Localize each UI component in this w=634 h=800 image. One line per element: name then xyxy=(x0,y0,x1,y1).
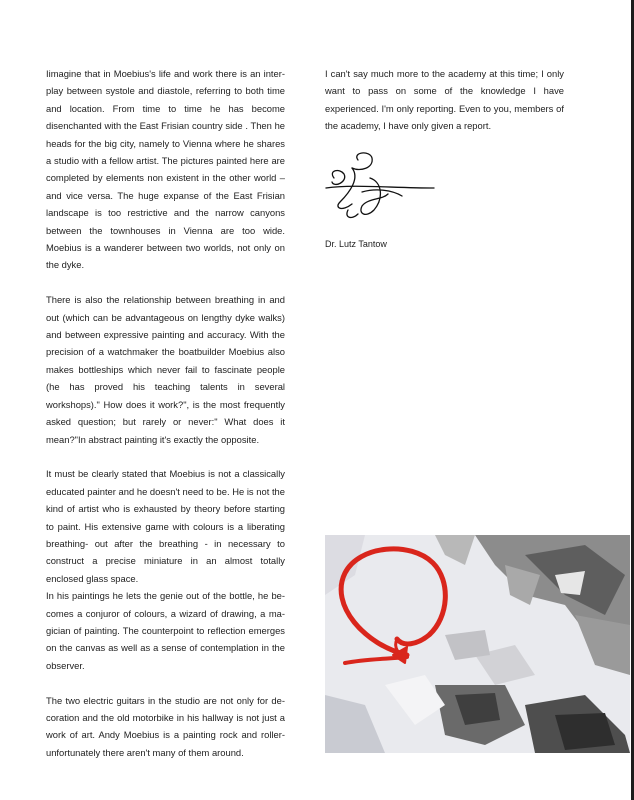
abstract-painting-image xyxy=(325,535,630,753)
paragraph-guitars: The two electric guitars in the studio are not only for decoration and the old motorbike in his hallway is not just a work of art. Andy Moebius is a painting rock and roller- unfortunately there aren't many of them around. xyxy=(46,694,285,758)
paragraph-breathing: There is also the relationship between breathing in and out (which can be advantageous on lengthy dyke walks) and between expressive painting and accuracy. With the precision of a watchmaker the boatbuilder Moebius also makes bottleships which never fail to fascinate people (he has proved his teaching talents in several workshops)." How does it work?", is the most frequently asked question; but rarely or never:" What does it mean?"In abstract painting it's exactly the opposite. xyxy=(46,294,285,445)
signature-name: Dr. Lutz Tantow xyxy=(325,239,387,249)
paragraph-genie: In his paintings he lets the genie out of the bottle, he becomes a conjuror of colours, a wizard of drawing, a magician of painting. The counterpoint to reflection emerges on the canvas as well as a sense of contemplation in the observer. xyxy=(46,590,285,671)
handwritten-signature xyxy=(322,148,438,224)
paragraph-interplay: Iimagine that in Moebius's life and work there is an interplay between systole and diastole, referring to both time and location. From time to time he has become disenchanted with the East Frisian country side . Then he heads for the big city, namely to Vienna where he shares a studio with a fellow artist. The pictures painted here are completed by elements non existent in the other world – and vice versa. The huge expanse of the East Frisian landscape is too restrictive and the narrow canyons between the townhouses in Vienna are too wide. Moebius is a wanderer between two worlds, not only on the dyke. xyxy=(46,68,285,271)
left-text-column xyxy=(46,65,285,779)
right-text-column xyxy=(325,65,564,152)
paragraph-classically-educated: It must be clearly stated that Moebius is not a classically educated painter and he doesn't need to be. He is not the kind of artist who is exhausted by theory before starting to paint. His extensive game with colours is a liberating breathing- out after the breathing - in necessary to construct a precise miniature in an almost totally enclosed glass space. xyxy=(46,468,285,584)
paragraph-report: I can't say much more to the academy at this time; I only want to pass on some of the knowledge I have experienced. I'm only reporting. Even to you, members of the academy, I have only given a report. xyxy=(325,68,564,132)
